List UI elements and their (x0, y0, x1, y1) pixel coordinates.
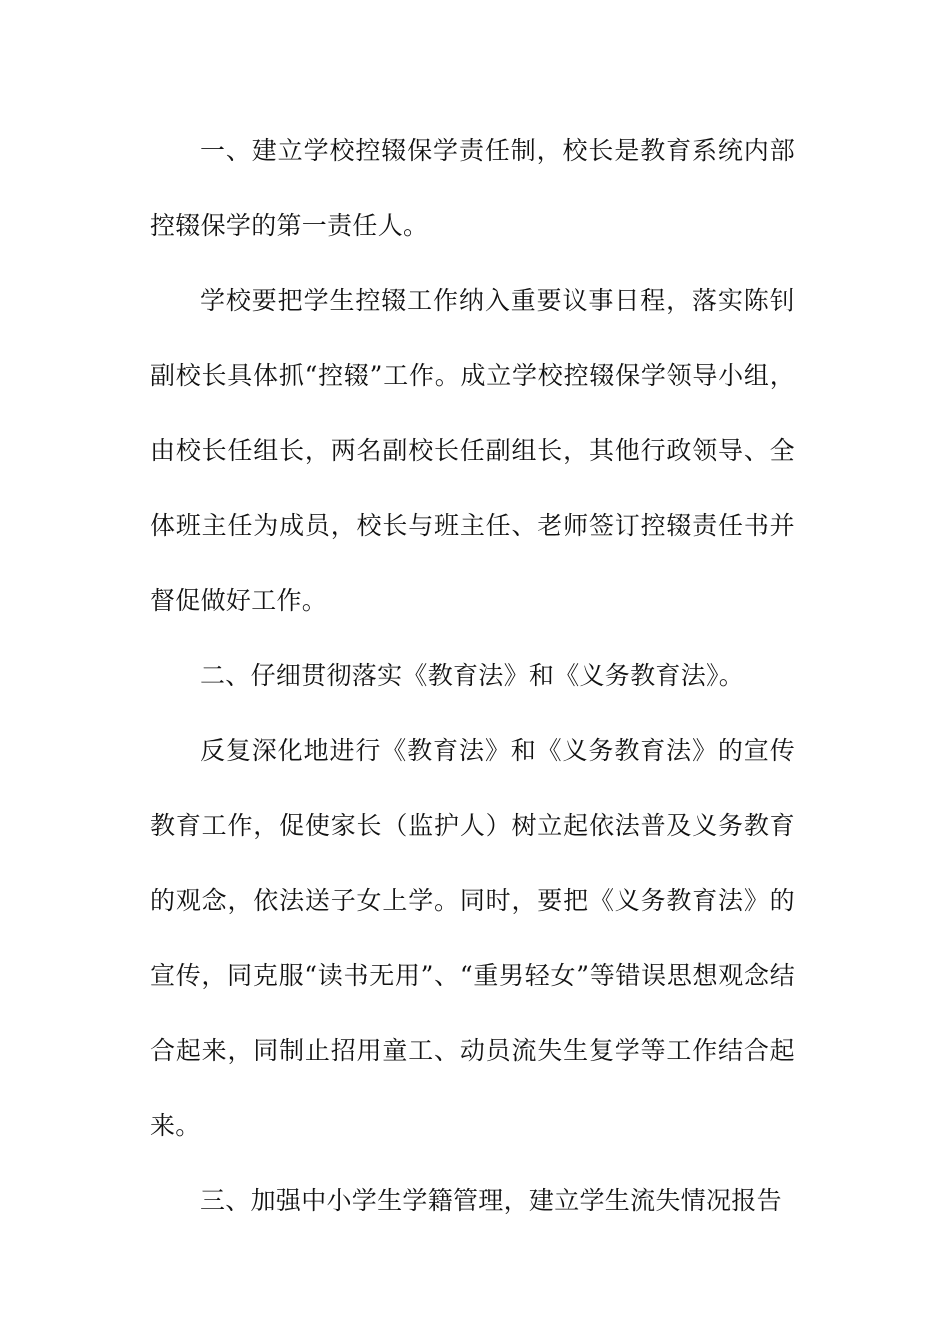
paragraph-section-3-heading: 三、加强中小学生学籍管理，建立学生流失情况报告 (200, 1186, 782, 1215)
paragraph-section-1-heading: 一、建立学校控辍保学责任制，校长是教育系统内部控辍保学的第一责任人。 (150, 136, 795, 240)
paragraph-section-2-body: 反复深化地进行《教育法》和《义务教育法》的宣传教育工作，促使家长（监护人）树立起依法普及义务教育的观念，依法送子女上学。同时，要把《义务教育法》的宣传，同克服“读书无用”、“重男轻女”等错误思想观念结合起来，同制止招用童工、动员流失生复学等工作结合起来。 (150, 736, 795, 1140)
paragraph-section-1-body: 学校要把学生控辍工作纳入重要议事日程，落实陈钊副校长具体抓“控辍”工作。成立学校控辍保学领导小组，由校长任组长，两名副校长任副组长，其他行政领导、全体班主任为成员，校长与班主任、老师签订控辍责任书并督促做好工作。 (150, 286, 795, 615)
paragraph-section-2-heading: 二、仔细贯彻落实《教育法》和《义务教育法》。 (200, 661, 745, 690)
document-body (150, 113, 795, 1238)
